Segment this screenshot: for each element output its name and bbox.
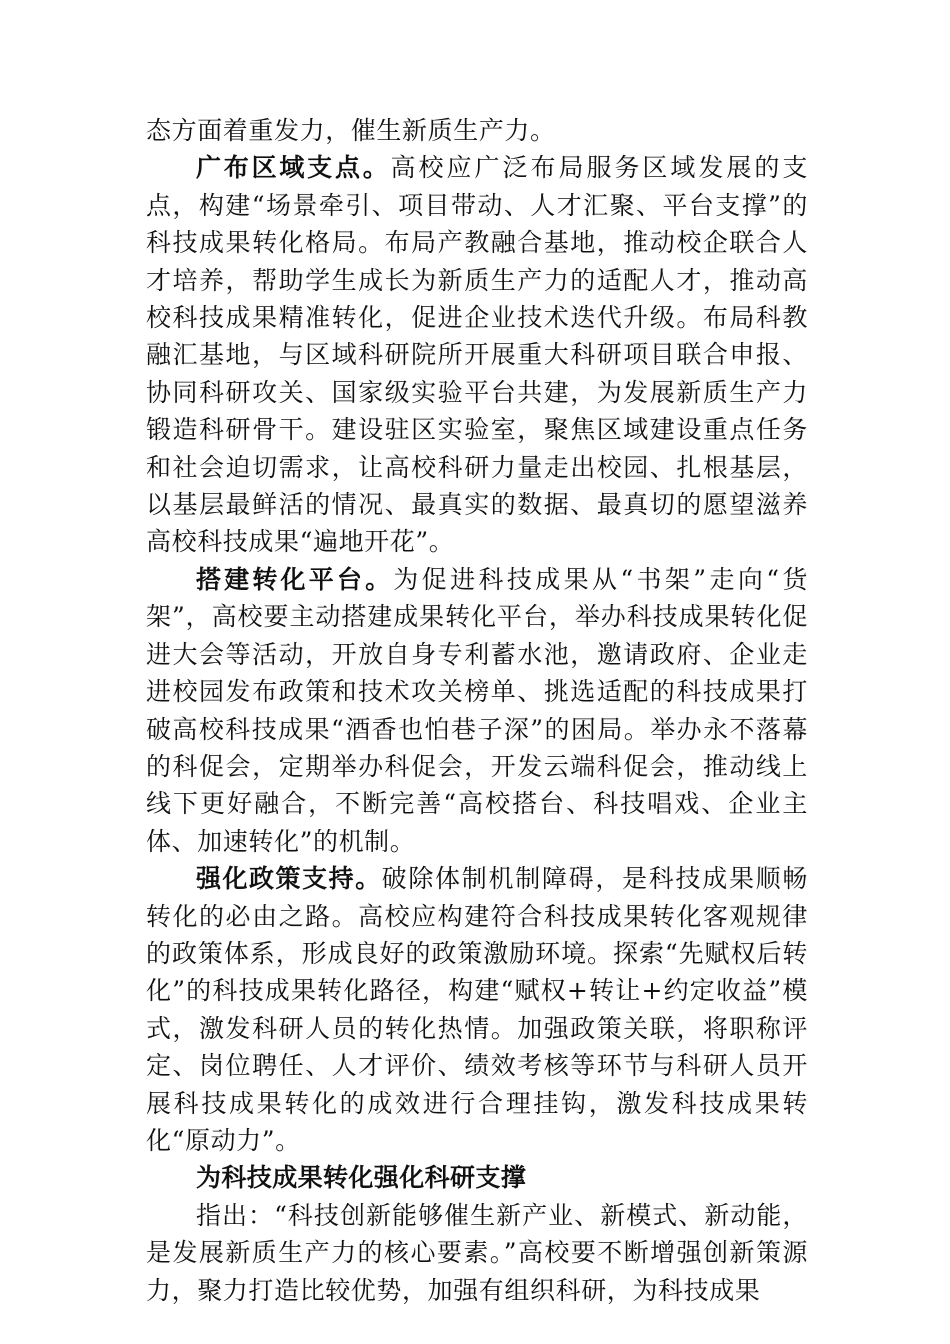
paragraph-text: 态方面着重发力，催生新质生产力。 [146,116,556,145]
paragraph-regional-nodes [146,149,808,560]
document-page [146,112,808,1309]
section-heading: 为科技成果转化强化科研支撑 [196,1163,527,1193]
paragraph-policy-support [146,860,808,1159]
paragraph-text: 高校应广泛布局服务区域发展的支点，构建“场景牵引、项目带动、人才汇聚、平台支撑”的科技成果转化格局。布局产教融合基地，推动校企联合人才培养，帮助学生成长为新质生产力的适配人才，推动高校科技成果精准转化，促进企业技术迭代升级。布局科教融汇基地，与区域科研院所开展重大科研项目联合申报、协同科研攻关、国家级实验平台共建，为发展新质生产力锻造科研骨干。建设驻区实验室，聚焦区域建设重点任务和社会迫切需求，让高校科研力量走出校园、扎根基层，以基层最鲜活的情况、最真实的数据、最真切的愿望滋养高校科技成果“遍地开花”。 [146,153,808,557]
paragraph-text: 为促进科技成果从“书架”走向“货架”，高校要主动搭建成果转化平台，举办科技成果转化促进大会等活动，开放自身专利蓄水池，邀请政府、企业走进校园发布政策和技术攻关榜单、挑选适配的科技成果打破高校科技成果“酒香也怕巷子深”的困局。举办永不落幕的科促会，定期举办科促会，开发云端科促会，推动线上线下更好融合，不断完善“高校搭台、科技唱戏、企业主体、加速转化”的机制。 [146,564,808,856]
paragraph-transfer-platform [146,561,808,860]
paragraph-research-support [146,1197,808,1309]
paragraph-text: 指出：“科技创新能够催生新产业、新模式、新动能，是发展新质生产力的核心要素。”高校要不断增强创新策源力，聚力打造比较优势，加强有组织科研，为科技成果 [146,1200,808,1305]
paragraph-text: 破除体制机制障碍，是科技成果顺畅转化的必由之路。高校应构建符合科技成果转化客观规律的政策体系，形成良好的政策激励环境。探索“先赋权后转化”的科技成果转化路径，构建“赋权+转让+约定收益”模式，激发科研人员的转化热情。加强政策关联，将职称评定、岗位聘任、人才评价、绩效考核等环节与科研人员开展科技成果转化的成效进行合理挂钩，激发科技成果转化“原动力”。 [146,864,808,1155]
paragraph-lead: 广布区域支点。 [196,153,391,183]
paragraph-continuation [146,112,808,149]
paragraph-lead: 强化政策支持。 [196,864,382,894]
paragraph-lead: 搭建转化平台。 [196,564,394,594]
